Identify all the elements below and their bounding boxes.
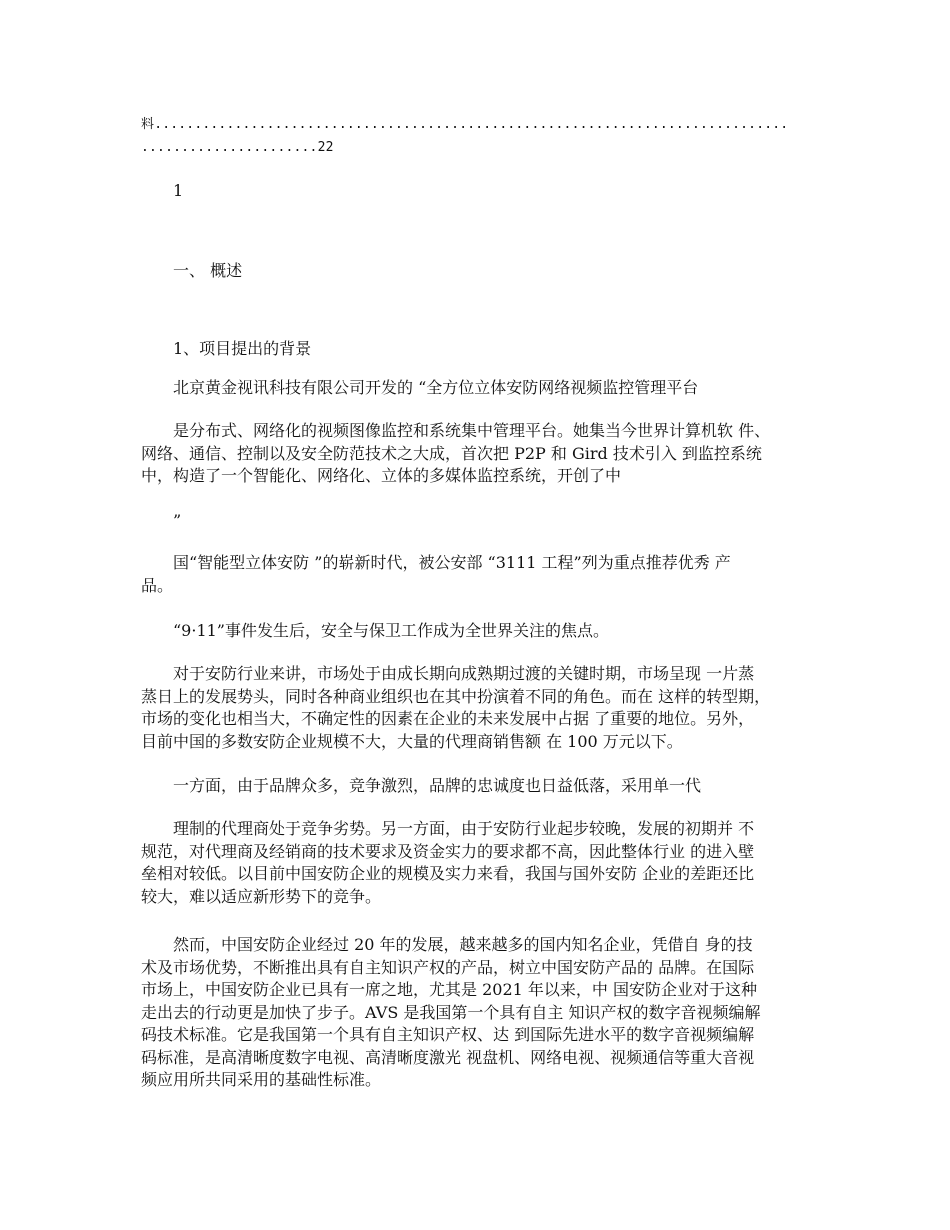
paragraph-line: 术及市场优势，不断推出具有自主知识产权的产品，树立中国安防产品的 品牌。在国际: [141, 957, 755, 977]
page-number-text: 1: [173, 181, 184, 200]
paragraph-line: 网络、通信、控制以及安全防范技术之大成，首次把 P2P 和 Gird 技术引入 到监控系统: [141, 443, 762, 463]
toc-line: 料...............................................................................: [141, 117, 789, 132]
paragraph-line: 较大，难以适应新形势下的竞争。: [141, 886, 382, 906]
paragraph-line: 市场上，中国安防企业已具有一席之地，尤其是 2021 年以来，中 国安防企业对于这种: [141, 980, 757, 999]
section-heading: [173, 260, 833, 283]
paragraph-line: 规范，对代理商及经销商的技术要求及资金实力的要求都不高，因此整体行业 的进入壁: [141, 841, 755, 861]
paragraph: [141, 934, 801, 1092]
toc-entry: [141, 114, 801, 159]
paragraph-line: ”: [173, 511, 182, 530]
paragraph: [173, 377, 833, 400]
paragraph-line: 码技术标准。它是我国第一个具有自主知识产权、达 到国际先进水平的数字音视频编解: [141, 1025, 755, 1044]
paragraph-line: 国“智能型立体安防 ”的崭新时代，被公安部 “3111 工程”列为重点推荐优秀 产: [173, 553, 731, 572]
paragraph-line: 蒸日上的发展势头，同时各种商业组织也在其中扮演着不同的角色。而在 这样的转型期，: [141, 686, 771, 706]
paragraph: [173, 620, 833, 643]
paragraph: [141, 420, 801, 488]
paragraph-line: 市场的变化也相当大，不确定性的因素在企业的未来发展中占据 了重要的地位。另外，: [141, 709, 755, 728]
paragraph-line: 垒相对较低。以目前中国安防企业的规模及实力来看，我国与国外安防 企业的差距还比: [141, 864, 755, 883]
paragraph-line: 一方面，由于品牌众多，竞争激烈，品牌的忠诚度也日益低落，采用单一代: [173, 776, 702, 795]
paragraph-line: 码标准，是高清晰度数字电视、高清晰度激光 视盘机、网络电视、视频通信等重大音视: [141, 1047, 755, 1067]
subsection-heading-text: 1、项目提出的背景: [173, 339, 312, 358]
subsection-heading: [173, 338, 833, 361]
paragraph: [141, 663, 801, 753]
page-number: [173, 180, 833, 203]
paragraph-line: 品。: [141, 575, 174, 595]
paragraph-line: 中，构造了一个智能化、网络化、立体的多媒体监控系统，开创了中: [141, 466, 622, 485]
paragraph-line: “9·11”事件发生后，安全与保卫工作成为全世界关注的焦点。: [173, 621, 609, 640]
toc-line-page-ref: ......................22: [141, 139, 334, 155]
section-heading-text: 一、 概述: [173, 261, 243, 280]
paragraph-line: 频应用所共同采用的基础性标准。: [141, 1070, 382, 1089]
paragraph-line: 然而，中国安防企业经过 20 年的发展，越来越多的国内知名企业，凭借自 身的技: [173, 935, 753, 954]
paragraph: [141, 552, 801, 597]
paragraph-line: 北京黄金视讯科技有限公司开发的 “全方位立体安防网络视频监控管理平台: [173, 378, 699, 397]
paragraph: [173, 510, 833, 533]
paragraph-line: 理制的代理商处于竞争劣势。另一方面，由于安防行业起步较晚，发展的初期并 不: [173, 819, 755, 838]
paragraph-line: 是分布式、网络化的视频图像监控和系统集中管理平台。她集当今世界计算机软 件、: [173, 421, 771, 440]
paragraph: [141, 818, 801, 908]
paragraph: [173, 775, 833, 798]
paragraph-line: 对于安防行业来讲，市场处于由成长期向成熟期过渡的关键时期，市场呈现 一片蒸: [173, 664, 755, 683]
paragraph-line: 目前中国的多数安防企业规模不大，大量的代理商销售额 在 100 万元以下。: [141, 731, 683, 751]
paragraph-line: 走出去的行动更是加快了步子。AVS 是我国第一个具有自主 知识产权的数字音视频编解: [141, 1002, 761, 1022]
